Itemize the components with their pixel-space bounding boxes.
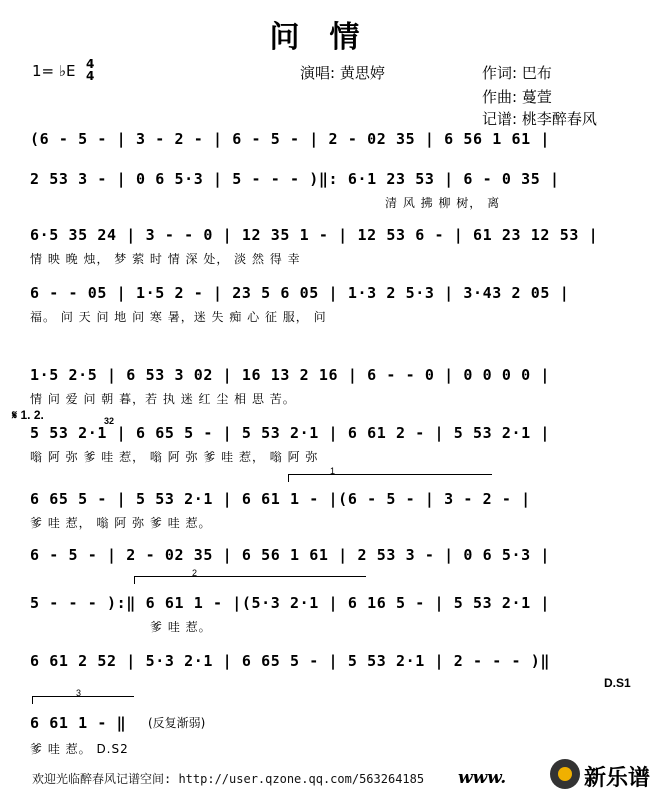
- score-row-10-notes: 6 61 2 52 | 5·3 2·1 | 6 65 5 - | 5 53 2·1 | 2 - - - )‖: [30, 652, 551, 670]
- repeat-note: (反复渐弱): [148, 716, 206, 730]
- record-disc-icon: [550, 759, 580, 789]
- score-row-9-lyrics: 爹 哇 惹。: [150, 620, 212, 634]
- score-row-5-lyrics: 情 问 爱 问 朝 暮，若 执 迷 红 尘 相 思 苦。: [30, 392, 296, 406]
- score-row-2-notes: 2 53 3 - | 0 6 5·3 | 5 - - - )‖: 6·1 23 53 | 6 - 0 35 |: [30, 170, 560, 188]
- score-row-2-lyrics: 清 风 拂 柳 树， 离: [385, 196, 501, 210]
- volta-bracket-3-edge: [32, 696, 33, 704]
- volta-3-label: 3: [76, 688, 82, 698]
- volta-1-label: 1: [330, 466, 336, 476]
- volta-bracket-1: [288, 474, 492, 475]
- transcriber: 记谱: 桃李醉春风: [482, 110, 597, 128]
- score-row-7-notes: 6 65 5 - | 5 53 2·1 | 6 61 1 - |(6 - 5 - | 3 - 2 - |: [30, 490, 531, 508]
- score-row-6-notes: 5 53 2·1 | 6 65 5 - | 5 53 2·1 | 6 61 2 - | 5 53 2·1 |: [30, 424, 551, 442]
- song-title: 问情: [269, 20, 390, 55]
- singer: 演唱: 黄思婷: [300, 64, 385, 82]
- score-row-7-lyrics: 爹 哇 惹， 嗡 阿 弥 爹 哇 惹。: [30, 516, 212, 530]
- site-url-fragment: www.: [458, 768, 507, 788]
- score-row-11-notes: 6 61 1 - ‖: [30, 714, 127, 732]
- score-row-4-notes: 6 - - 05 | 1·5 2 - | 23 5 6 05 | 1·3 2 5·3 | 3·43 2 05 |: [30, 284, 570, 302]
- volta-bracket-2: [134, 576, 366, 577]
- segno-label: 1. 2.: [20, 408, 44, 422]
- volta-bracket-2-edge: [134, 576, 135, 584]
- score-row-4-lyrics: 福。 问 天 问 地 问 寒 暑，迷 失 痴 心 征 服， 问: [30, 310, 327, 324]
- score-row-1-notes: (6 - 5 - | 3 - 2 - | 6 - 5 - | 2 - 02 35 | 6 56 1 61 |: [30, 130, 551, 148]
- time-signature: [86, 58, 94, 82]
- score-row-11-lyrics: 爹 哇 惹。 D.S2: [30, 742, 129, 756]
- volta-bracket-1-edge: [288, 474, 289, 482]
- time-bottom: 4: [86, 69, 95, 83]
- key-signature: 1= ♭E: [32, 62, 76, 80]
- lyricist: 作词: 巴布: [482, 64, 552, 82]
- ds1-marker: D.S1: [604, 676, 631, 690]
- score-row-3-notes: 6·5 35 24 | 3 - - 0 | 12 35 1 - | 12 53 6 - | 61 23 12 53 |: [30, 226, 599, 244]
- ornament-mark: 32: [104, 416, 115, 426]
- score-row-5-notes: 1·5 2·5 | 6 53 3 02 | 16 13 2 16 | 6 - - 0 | 0 0 0 0 |: [30, 366, 551, 384]
- segno-marker: 𝄋 1. 2.: [12, 408, 44, 422]
- volta-bracket-3: [32, 696, 134, 697]
- time-top: 4: [86, 57, 95, 71]
- composer: 作曲: 蔓萱: [482, 88, 552, 106]
- site-logo-text: 新乐谱: [584, 766, 651, 791]
- volta-2-label: 2: [192, 568, 198, 578]
- score-row-3-lyrics: 情 映 晚 烛， 梦 萦 时 情 深 处， 淡 然 得 幸: [30, 252, 301, 266]
- score-row-6-lyrics: 嗡 阿 弥 爹 哇 惹， 嗡 阿 弥 爹 哇 惹， 嗡 阿 弥: [30, 450, 319, 464]
- footer-credit: 欢迎光临醉春风记谱空间: http://user.qzone.qq.com/563264185: [32, 772, 425, 786]
- score-row-9-notes: 5 - - - ):‖ 6 61 1 - |(5·3 2·1 | 6 16 5 - | 5 53 2·1 |: [30, 594, 551, 612]
- site-logo: [550, 755, 654, 793]
- score-row-8-notes: 6 - 5 - | 2 - 02 35 | 6 56 1 61 | 2 53 3 - | 0 6 5·3 |: [30, 546, 551, 564]
